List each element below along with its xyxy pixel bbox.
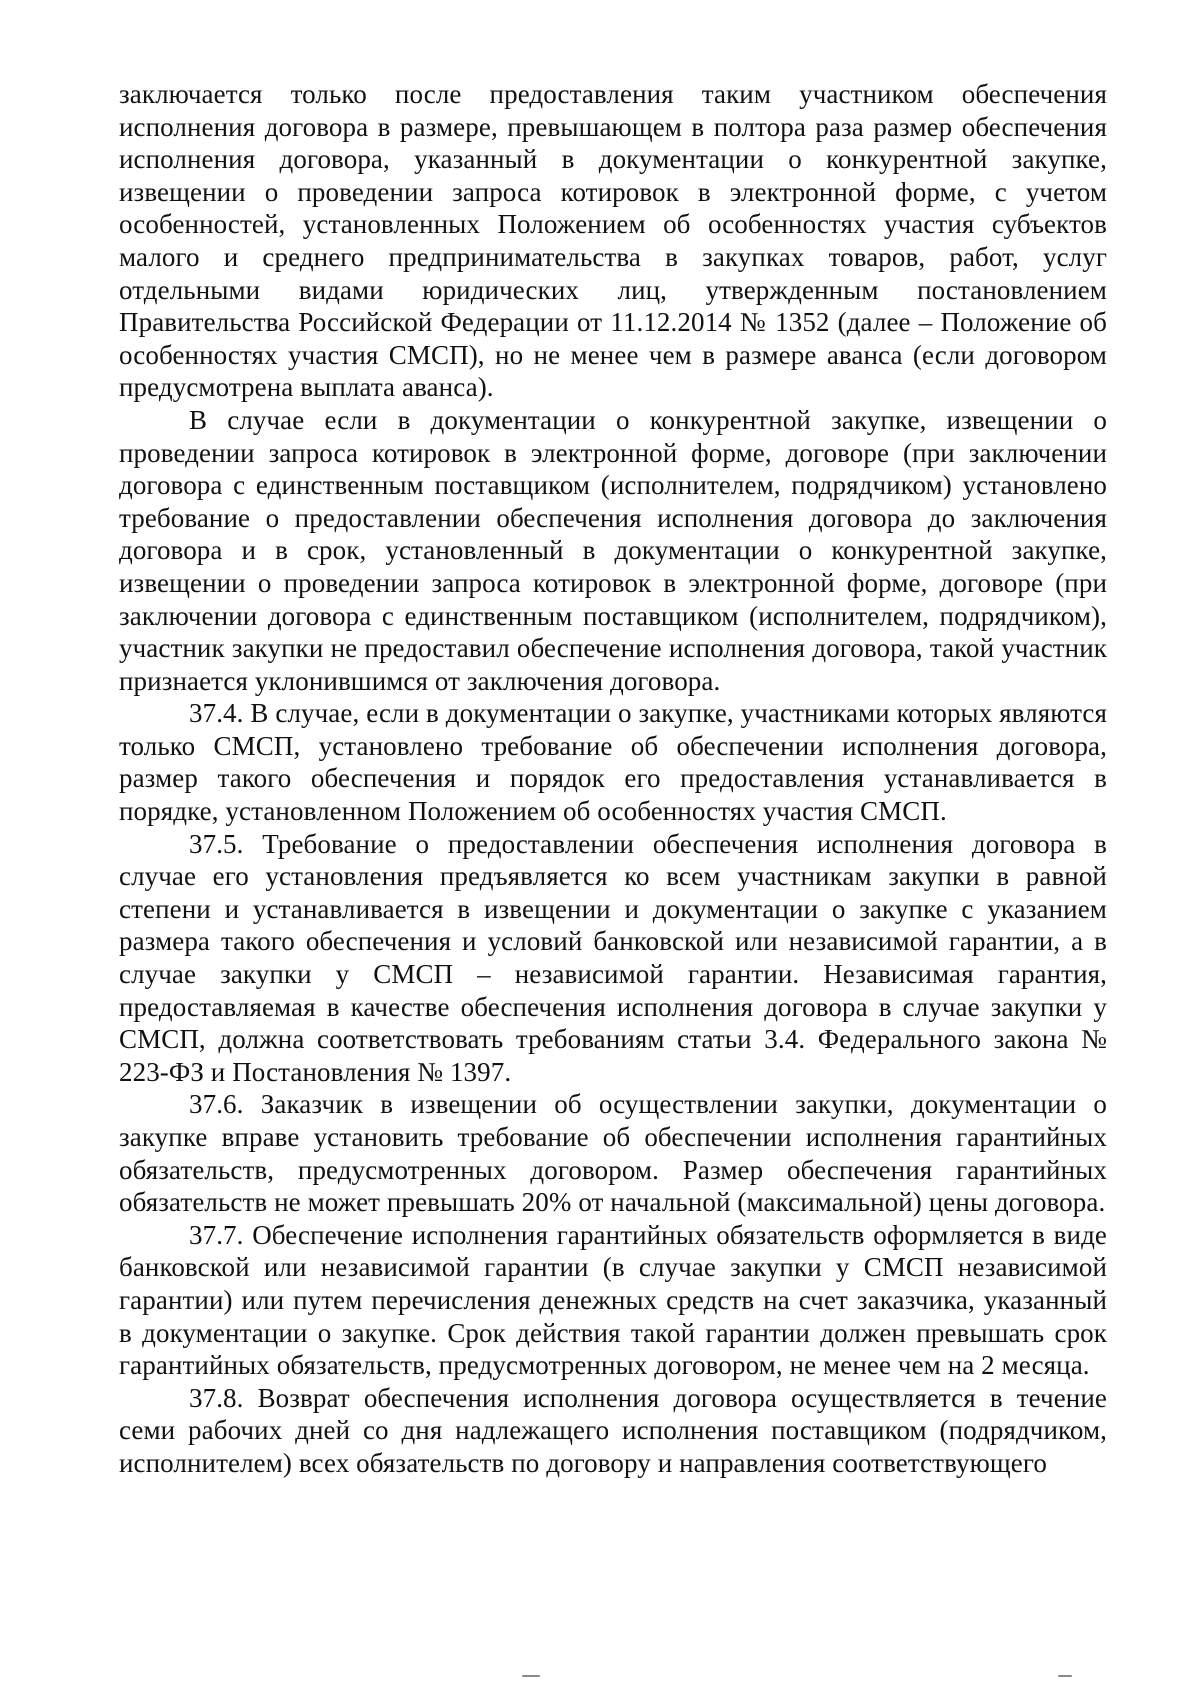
scan-artifact-mark <box>1058 1675 1072 1677</box>
paragraph-37-4: 37.4. В случае, если в документации о закупке, участниками которых являются только СМСП, установлено требование об обеспечении исполнения договора, размер такого обеспечения и порядок его предоставления устанавливается в порядке, установленном Положением об особенностях участия СМСП. <box>119 698 1107 827</box>
paragraph-evasion: В случае если в документации о конкурентной закупке, извещении о проведении запроса котировок в электронной форме, договоре (при заключении договора с единственным поставщиком (исполнителем, подрядчиком) установлено требование о предоставлении обеспечения исполнения договора до заключения договора и в срок, установленный в документации о конкурентной закупке, извещении о проведении запроса котировок в электронной форме, договоре (при заключении договора с единственным поставщиком (исполнителем, подрядчиком), участник закупки не предоставил обеспечение исполнения договора, такой участник признается уклонившимся от заключения договора. <box>119 404 1107 696</box>
paragraph-37-5: 37.5. Требование о предоставлении обеспечения исполнения договора в случае его установления предъявляется ко всем участникам закупки в равной степени и устанавливается в извещении и документации о закупке с указанием размера такого обеспечения и условий банковской или независимой гарантии, а в случае закупки у СМСП – независимой гарантии. Независимая гарантия, предоставляемая в качестве обеспечения исполнения договора в случае закупки у СМСП, должна соответствовать требованиям статьи 3.4. Федерального закона № 223-ФЗ и Постановления № 1397. <box>119 828 1107 1087</box>
paragraph-37-8: 37.8. Возврат обеспечения исполнения договора осуществляется в течение семи рабочих дней со дня надлежащего исполнения поставщиком (подрядчиком, исполнителем) всех обязательств по договору и направления соответствующего <box>119 1382 1107 1478</box>
scan-artifact-mark <box>522 1675 540 1677</box>
paragraph-continuation: заключается только после предоставления таким участником обеспечения исполнения договора в размере, превышающем в полтора раза размер обеспечения исполнения договора, указанный в документации о конкурентной закупке, извещении о проведении запроса котировок в электронной форме, с учетом особенностей, установленных Положением об особенностях участия субъектов малого и среднего предпринимательства в закупках товаров, работ, услуг отдельными видами юридических лиц, утвержденным постановлением Правительства Российской Федерации от 11.12.2014 № 1352 (далее – Положение об особенностях участия СМСП), но не менее чем в размере аванса (если договором предусмотрена выплата аванса). <box>119 79 1107 403</box>
document-body <box>119 78 1107 1480</box>
paragraph-37-6: 37.6. Заказчик в извещении об осуществлении закупки, документации о закупке вправе установить требование об обеспечении исполнения гарантийных обязательств, предусмотренных договором. Размер обеспечения гарантийных обязательств не может превышать 20% от начальной (максимальной) цены договора. <box>119 1089 1107 1218</box>
paragraph-37-7: 37.7. Обеспечение исполнения гарантийных обязательств оформляется в виде банковской или независимой гарантии (в случае закупки у СМСП независимой гарантии) или путем перечисления денежных средств на счет заказчика, указанный в документации о закупке. Срок действия такой гарантии должен превышать срок гарантийных обязательств, предусмотренных договором, не менее чем на 2 месяца. <box>119 1219 1107 1381</box>
